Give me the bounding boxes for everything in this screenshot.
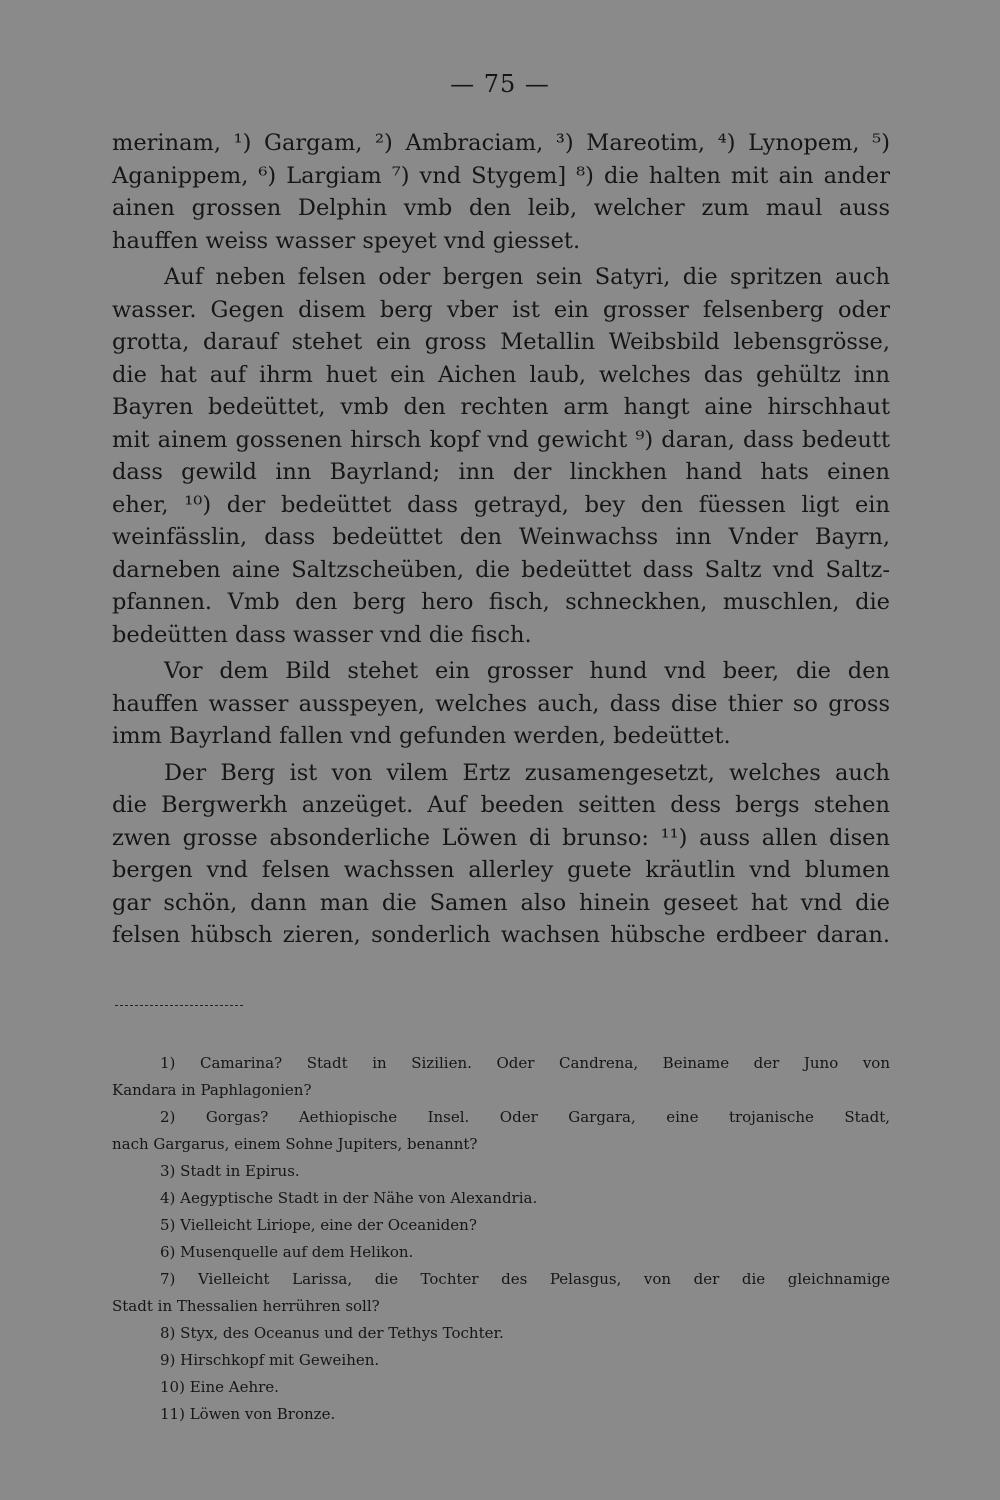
paragraph-line: Bayren bedeüttet, vmb den rechten arm hangt aine hirschhaut [112, 394, 890, 420]
footnote-line: 5) Vielleicht Liriope, eine der Oceaniden? [160, 1216, 477, 1234]
footnote-line: 6) Musenquelle auf dem Helikon. [160, 1243, 414, 1261]
paragraph-line: Aganippem, ⁶) Largiam ⁷) vnd Stygem] ⁸) die halten mit ain ander [112, 162, 890, 189]
paragraph-line: bedeütten dass wasser vnd die fisch. [112, 621, 532, 648]
paragraph-line: hauffen weiss wasser speyet vnd giesset. [112, 227, 581, 254]
footnote-line: 3) Stadt in Epirus. [160, 1162, 300, 1180]
paragraph-line: Vor dem Bild stehet ein grosser hund vnd beer, die den [164, 658, 890, 684]
footnote-line: Kandara in Paphlagonien? [112, 1081, 312, 1099]
paragraph-line: hauffen wasser ausspeyen, welches auch, dass dise thier so gross [112, 690, 890, 717]
paragraph-line: dass gewild inn Bayrland; inn der linckhen hand hats einen [112, 459, 890, 485]
paragraph-line: bergen vnd felsen wachssen allerley guete kräutlin vnd blumen [112, 857, 890, 883]
paragraph-line: zwen grosse absonderliche Löwen di brunso: ¹¹) auss allen disen [112, 824, 890, 851]
footnotes [112, 1050, 890, 1428]
footnote-line: 8) Styx, des Oceanus und der Tethys Tochter. [160, 1324, 504, 1342]
paragraph-line: Auf neben felsen oder bergen sein Satyri, die spritzen auch [164, 264, 890, 290]
footnote-line: 7) Vielleicht Larissa, die Tochter des Pelasgus, von der die gleichnamige [160, 1270, 890, 1288]
footnote-line: 9) Hirschkopf mit Geweihen. [160, 1351, 380, 1369]
paragraph-line: pfannen. Vmb den berg hero fisch, schneckhen, muschlen, die [112, 589, 890, 615]
paragraph-line: imm Bayrland fallen vnd gefunden werden, bedeüttet. [112, 723, 731, 749]
footnote-line: 11) Löwen von Bronze. [160, 1405, 336, 1423]
paragraph-line: die hat auf ihrm huet ein Aichen laub, welches das gehültz inn [112, 361, 890, 388]
paragraph-line: gar schön, dann man die Samen also hinein geseet hat vnd die [112, 889, 890, 916]
footnote-line: 4) Aegyptische Stadt in der Nähe von Alexandria. [160, 1189, 538, 1207]
page-number: — 75 — [450, 70, 550, 98]
footnote-line: Stadt in Thessalien herrühren soll? [112, 1297, 380, 1315]
paragraph-line: darneben aine Saltzscheüben, die bedeüttet dass Saltz vnd Saltz- [112, 556, 890, 583]
paragraph-line: die Bergwerkh anzeüget. Auf beeden seitten dess bergs stehen [112, 792, 890, 818]
footnote-line: 10) Eine Aehre. [160, 1378, 279, 1396]
footnote-line: 2) Gorgas? Aethiopische Insel. Oder Gargara, eine trojanische Stadt, [160, 1108, 890, 1126]
footnote-separator [115, 1005, 243, 1006]
main-text [112, 127, 890, 952]
paragraph-line: mit ainem gossenen hirsch kopf vnd gewicht ⁹) daran, dass bedeutt [112, 426, 890, 453]
footnote-line: 1) Camarina? Stadt in Sizilien. Oder Candrena, Beiname der Juno von [160, 1054, 890, 1072]
footnote-line: nach Gargarus, einem Sohne Jupiters, benannt? [112, 1135, 478, 1153]
paragraph-line: ainen grossen Delphin vmb den leib, welcher zum maul auss [112, 195, 890, 221]
paragraph-line: wasser. Gegen disem berg vber ist ein grosser felsenberg oder [112, 296, 890, 323]
paragraph-line: merinam, ¹) Gargam, ²) Ambraciam, ³) Mareotim, ⁴) Lynopem, ⁵) [112, 130, 890, 156]
paragraph-line: Der Berg ist von vilem Ertz zusamengesetzt, welches auch [164, 759, 890, 786]
paragraph-line: weinfässlin, dass bedeüttet den Weinwachss inn Vnder Bayrn, [112, 524, 890, 550]
paragraph-line: grotta, darauf stehet ein gross Metallin Weibsbild lebensgrösse, [112, 329, 890, 355]
paragraph-line: felsen hübsch zieren, sonderlich wachsen hübsche erdbeer daran. [112, 922, 890, 948]
paragraph-line: eher, ¹⁰) der bedeüttet dass getrayd, bey den füessen ligt ein [112, 491, 890, 518]
